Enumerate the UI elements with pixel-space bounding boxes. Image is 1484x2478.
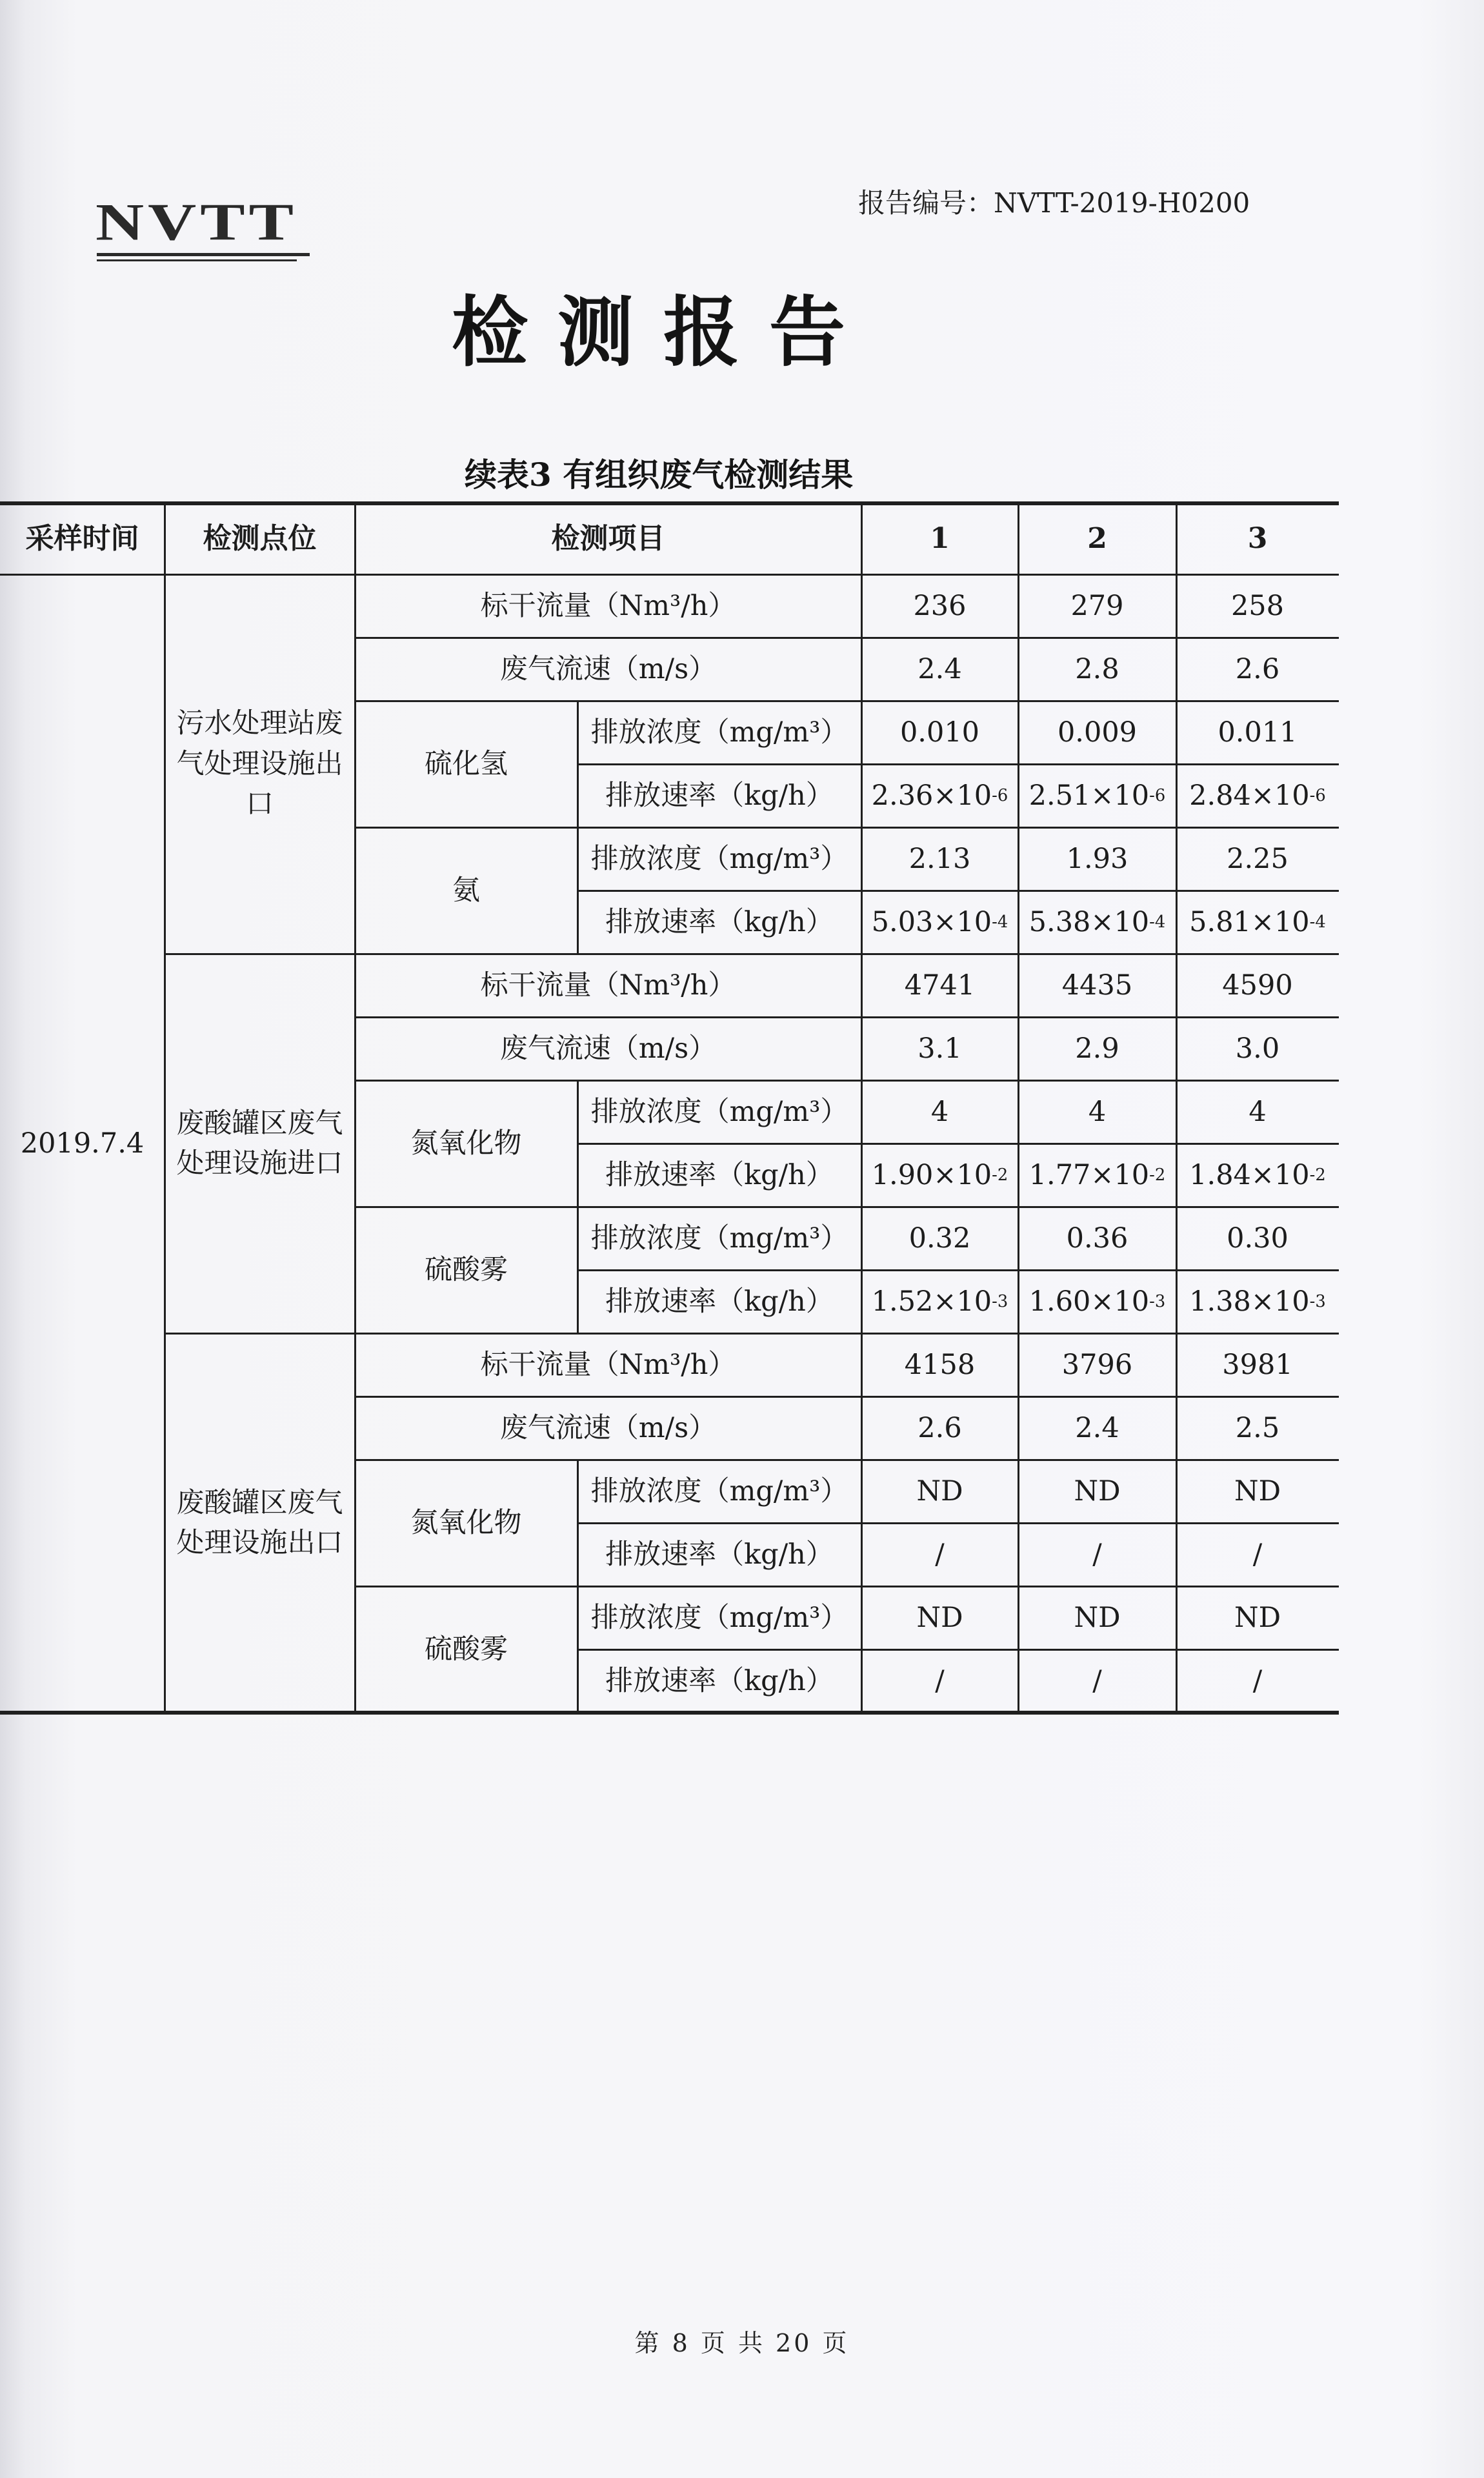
- sampling-date: 2019.7.4: [20, 1127, 145, 1160]
- value-cell: ND: [916, 1475, 963, 1507]
- report-number-value: NVTT-2019-H0200: [994, 187, 1250, 219]
- value-cell: 258: [1230, 589, 1285, 622]
- table-column-rule: [1018, 503, 1019, 1713]
- value-cell: ND: [1234, 1601, 1281, 1634]
- value-cell: ND: [1234, 1475, 1281, 1507]
- item-label-flow: 标干流量（Nm³/h）: [480, 969, 736, 1002]
- location-name: 废酸罐区废气处理设施进口: [176, 1107, 343, 1180]
- value-cell: /: [1092, 1664, 1102, 1697]
- table-row-rule: [577, 1269, 1339, 1271]
- item-label-rate: 排放速率（kg/h）: [605, 1664, 834, 1697]
- item-label-speed: 废气流速（m/s）: [499, 1032, 717, 1065]
- value-cell: 5.81×10 -4: [1189, 905, 1326, 938]
- value-cell: 4435: [1061, 969, 1133, 1002]
- table-row-rule: [355, 700, 1339, 702]
- value-cell: 2.4: [1075, 1411, 1119, 1444]
- value-cell: 4: [1088, 1095, 1107, 1128]
- table-column-rule: [577, 1460, 579, 1586]
- value-cell: 4: [930, 1095, 949, 1128]
- value-cell: 4158: [904, 1348, 976, 1381]
- table-row-rule: [355, 1206, 1339, 1208]
- value-cell: 0.009: [1057, 716, 1138, 749]
- value-cell: /: [1092, 1538, 1102, 1571]
- value-cell: 0.010: [899, 716, 980, 749]
- value-cell: 1.90×10 -2: [871, 1158, 1008, 1191]
- item-label-speed: 废气流速（m/s）: [499, 1411, 717, 1444]
- table-row-rule: [355, 1459, 1339, 1461]
- table-row-rule: [355, 1080, 1339, 1082]
- table-column-rule: [577, 1207, 579, 1333]
- table-caption: 续表3 有组织废气检测结果: [465, 456, 854, 494]
- value-cell: 2.51×10 -6: [1028, 779, 1166, 812]
- item-label-concentration: 排放浓度（mg/m³）: [590, 1222, 848, 1254]
- value-cell: 1.77×10 -2: [1028, 1158, 1166, 1191]
- value-cell: 3981: [1222, 1348, 1293, 1381]
- table-column-rule: [1176, 503, 1178, 1713]
- value-cell: ND: [1074, 1475, 1121, 1507]
- table-column-rule: [164, 503, 166, 1713]
- value-cell: ND: [916, 1601, 963, 1634]
- table-column-rule: [577, 1080, 579, 1207]
- item-label-concentration: 排放浓度（mg/m³）: [590, 716, 848, 749]
- value-cell: 2.5: [1235, 1411, 1280, 1444]
- value-cell: 1.84×10 -2: [1189, 1158, 1326, 1191]
- value-cell: 1.60×10 -3: [1028, 1285, 1166, 1318]
- table-column-rule: [577, 1586, 579, 1713]
- value-cell: 2.13: [908, 842, 971, 875]
- table-row-rule: [165, 953, 1339, 955]
- header-sampling-time: 采样时间: [25, 522, 139, 556]
- pollutant-name: 硫酸雾: [425, 1253, 508, 1286]
- value-cell: /: [1252, 1538, 1263, 1571]
- pollutant-name: 氮氧化物: [410, 1127, 522, 1160]
- logo-underline-second: [97, 259, 297, 261]
- value-cell: 1.38×10 -3: [1189, 1285, 1326, 1318]
- value-cell: ND: [1074, 1601, 1121, 1634]
- table-row-rule: [577, 1522, 1339, 1524]
- item-label-rate: 排放速率（kg/h）: [605, 1158, 834, 1191]
- table-column-rule: [577, 827, 579, 954]
- value-cell: 2.4: [917, 652, 962, 685]
- company-logo: NVTT: [95, 193, 297, 252]
- table-row-rule: [165, 1333, 1339, 1335]
- item-label-rate: 排放速率（kg/h）: [605, 779, 834, 812]
- value-cell: 279: [1070, 589, 1124, 622]
- pollutant-name: 硫酸雾: [425, 1633, 508, 1666]
- value-cell: 0.011: [1218, 716, 1298, 749]
- value-cell: 236: [913, 589, 967, 622]
- header-run-3: 3: [1247, 522, 1268, 556]
- value-cell: 5.38×10 -4: [1028, 905, 1166, 938]
- table-column-rule: [354, 503, 356, 1713]
- value-cell: 4590: [1222, 969, 1293, 1002]
- header-item: 检测项目: [551, 522, 665, 556]
- location-name: 污水处理站废气处理设施出口: [176, 707, 343, 821]
- item-label-flow: 标干流量（Nm³/h）: [480, 589, 736, 622]
- pollutant-name: 硫化氢: [425, 747, 508, 780]
- value-cell: 0.30: [1227, 1222, 1288, 1254]
- report-number: [858, 182, 1250, 221]
- table-row-rule: [355, 1016, 1339, 1018]
- page-footer: 第 8 页 共 20 页: [634, 2329, 850, 2357]
- item-label-concentration: 排放浓度（mg/m³）: [590, 1601, 848, 1634]
- header-location: 检测点位: [203, 522, 317, 556]
- table-row-rule: [577, 890, 1339, 892]
- value-cell: 3796: [1061, 1348, 1133, 1381]
- table-row-rule: [355, 637, 1339, 639]
- value-cell: 3.1: [917, 1032, 962, 1065]
- item-label-concentration: 排放浓度（mg/m³）: [590, 1475, 848, 1507]
- table-header-rule: [0, 574, 1339, 576]
- value-cell: 4: [1248, 1095, 1267, 1128]
- value-cell: 1.52×10 -3: [871, 1285, 1008, 1318]
- table-row-rule: [577, 1143, 1339, 1145]
- value-cell: 2.6: [917, 1411, 962, 1444]
- pollutant-name: 氨: [452, 874, 480, 907]
- item-label-concentration: 排放浓度（mg/m³）: [590, 842, 848, 875]
- logo-underline: [97, 253, 310, 256]
- value-cell: 4741: [904, 969, 976, 1002]
- item-label-rate: 排放速率（kg/h）: [605, 1285, 834, 1318]
- table-row-rule: [577, 1649, 1339, 1651]
- table-column-rule: [577, 701, 579, 827]
- value-cell: /: [935, 1664, 945, 1697]
- pollutant-name: 氮氧化物: [410, 1506, 522, 1539]
- value-cell: 2.25: [1227, 842, 1288, 875]
- value-cell: /: [935, 1538, 945, 1571]
- location-name: 废酸罐区废气处理设施出口: [176, 1486, 343, 1559]
- value-cell: 0.32: [908, 1222, 971, 1254]
- header-run-2: 2: [1087, 522, 1107, 556]
- item-label-concentration: 排放浓度（mg/m³）: [590, 1095, 848, 1128]
- report-number-label: 报告编号：: [858, 187, 994, 219]
- item-label-flow: 标干流量（Nm³/h）: [480, 1348, 736, 1381]
- value-cell: 3.0: [1235, 1032, 1280, 1065]
- table-row-rule: [355, 1396, 1339, 1398]
- item-label-rate: 排放速率（kg/h）: [605, 905, 834, 938]
- value-cell: 2.9: [1075, 1032, 1119, 1065]
- item-label-speed: 废气流速（m/s）: [499, 652, 717, 685]
- results-table: [0, 503, 1339, 1713]
- value-cell: 2.84×10 -6: [1189, 779, 1326, 812]
- document-title: 检测报告: [452, 287, 876, 377]
- header-run-1: 1: [930, 522, 950, 556]
- table-bottom-rule: [0, 1711, 1339, 1715]
- value-cell: 1.93: [1066, 842, 1128, 875]
- table-row-rule: [355, 1586, 1339, 1587]
- item-label-rate: 排放速率（kg/h）: [605, 1538, 834, 1571]
- value-cell: 2.8: [1075, 652, 1119, 685]
- value-cell: 5.03×10 -4: [871, 905, 1008, 938]
- value-cell: 0.36: [1066, 1222, 1128, 1254]
- value-cell: /: [1252, 1664, 1263, 1697]
- table-row-rule: [577, 763, 1339, 765]
- value-cell: 2.36×10 -6: [871, 779, 1008, 812]
- table-top-rule: [0, 501, 1339, 505]
- table-row-rule: [355, 827, 1339, 829]
- value-cell: 2.6: [1235, 652, 1280, 685]
- table-column-rule: [861, 503, 863, 1713]
